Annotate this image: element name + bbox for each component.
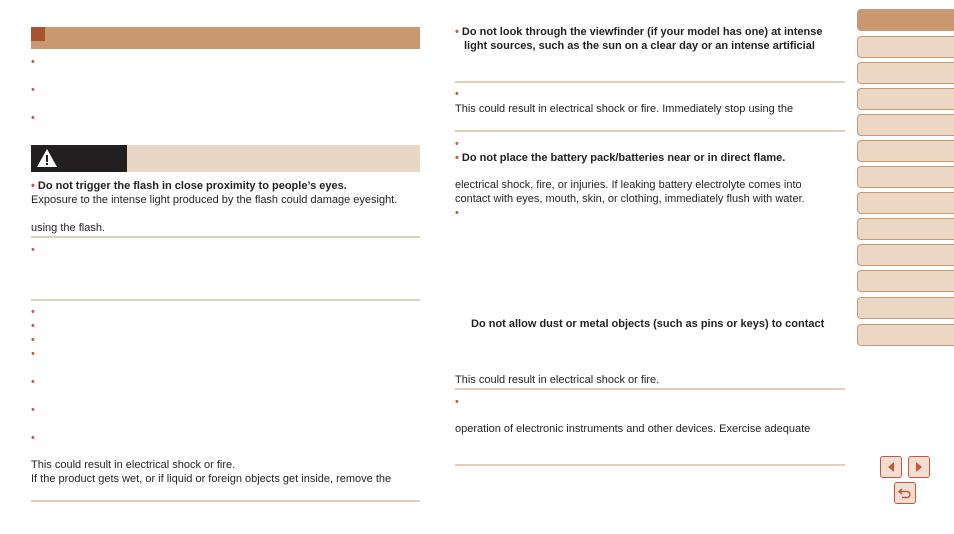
bullet: • — [31, 56, 35, 68]
divider — [455, 81, 845, 83]
dust-metal-title: Do not allow dust or metal objects (such as pins or keys) to contact — [471, 318, 825, 330]
section-marker — [31, 27, 45, 41]
flash-warning-text: Exposure to the intense light produced by the flash could damage eyesight. — [31, 194, 398, 206]
return-button[interactable] — [894, 482, 916, 504]
bullet: • — [31, 432, 35, 444]
moisture-text: This could result in electrical shock or fire. — [31, 459, 236, 471]
flash-warning-title: • Do not trigger the flash in close proximity to people’s eyes. — [31, 180, 347, 192]
bullet: • — [31, 376, 35, 388]
shock-fire-text: This could result in electrical shock or fire. — [455, 374, 660, 386]
bullet: • — [31, 348, 35, 360]
viewfinder-warning-title-2: light sources, such as the sun on a clear day or an intense artificial — [464, 40, 815, 52]
electronic-text: operation of electronic instruments and other devices. Exercise adequate — [455, 423, 811, 435]
battery-flame-title: • Do not place the battery pack/batteries near or in direct flame. — [455, 152, 786, 164]
side-tab-6[interactable] — [857, 140, 954, 162]
bullet: • — [455, 207, 459, 219]
bullet: • — [31, 84, 35, 96]
side-tab-3[interactable] — [857, 62, 954, 84]
flash-warning-text-2: using the flash. — [31, 222, 105, 234]
divider — [31, 299, 420, 301]
side-tab-13[interactable] — [857, 324, 954, 346]
side-tab-2[interactable] — [857, 36, 954, 58]
bullet: • — [455, 138, 459, 150]
bullet: • — [31, 404, 35, 416]
next-page-button[interactable] — [908, 456, 930, 478]
side-tab-5[interactable] — [857, 114, 954, 136]
bullet: • — [455, 88, 459, 100]
bullet: • — [31, 112, 35, 124]
chevron-left-icon — [885, 461, 897, 473]
side-tab-7[interactable] — [857, 166, 954, 188]
divider — [455, 130, 845, 132]
side-tab-11[interactable] — [857, 270, 954, 292]
moisture-text-2: If the product gets wet, or if liquid or foreign objects get inside, remove the — [31, 473, 392, 485]
battery-flame-text: electrical shock, fire, or injuries. If leaking battery electrolyte comes into — [455, 179, 802, 191]
warning-triangle-icon — [36, 148, 58, 168]
divider — [31, 500, 420, 502]
section-header-bar — [31, 27, 420, 49]
bullet: • — [455, 152, 459, 164]
side-tab-1[interactable] — [857, 9, 954, 31]
bullet: • — [455, 26, 459, 38]
divider — [455, 388, 845, 390]
divider — [31, 236, 420, 238]
chevron-right-icon — [913, 461, 925, 473]
viewfinder-warning-title: • Do not look through the viewfinder (if your model has one) at intense — [455, 26, 823, 38]
side-tab-4[interactable] — [857, 88, 954, 110]
side-tab-10[interactable] — [857, 244, 954, 266]
divider — [455, 464, 845, 466]
bullet: • — [31, 334, 35, 346]
side-tab-9[interactable] — [857, 218, 954, 240]
bullet: • — [455, 396, 459, 408]
bullet: • — [31, 320, 35, 332]
battery-flame-text-2: contact with eyes, mouth, skin, or clothing, immediately flush with water. — [455, 193, 805, 205]
bullet: • — [31, 244, 35, 256]
shock-stop-text: This could result in electrical shock or fire. Immediately stop using the — [455, 103, 794, 115]
prev-page-button[interactable] — [880, 456, 902, 478]
bullet: • — [31, 180, 35, 192]
side-tab-12[interactable] — [857, 297, 954, 319]
bullet: • — [31, 306, 35, 318]
side-tab-8[interactable] — [857, 192, 954, 214]
return-icon — [898, 487, 912, 499]
